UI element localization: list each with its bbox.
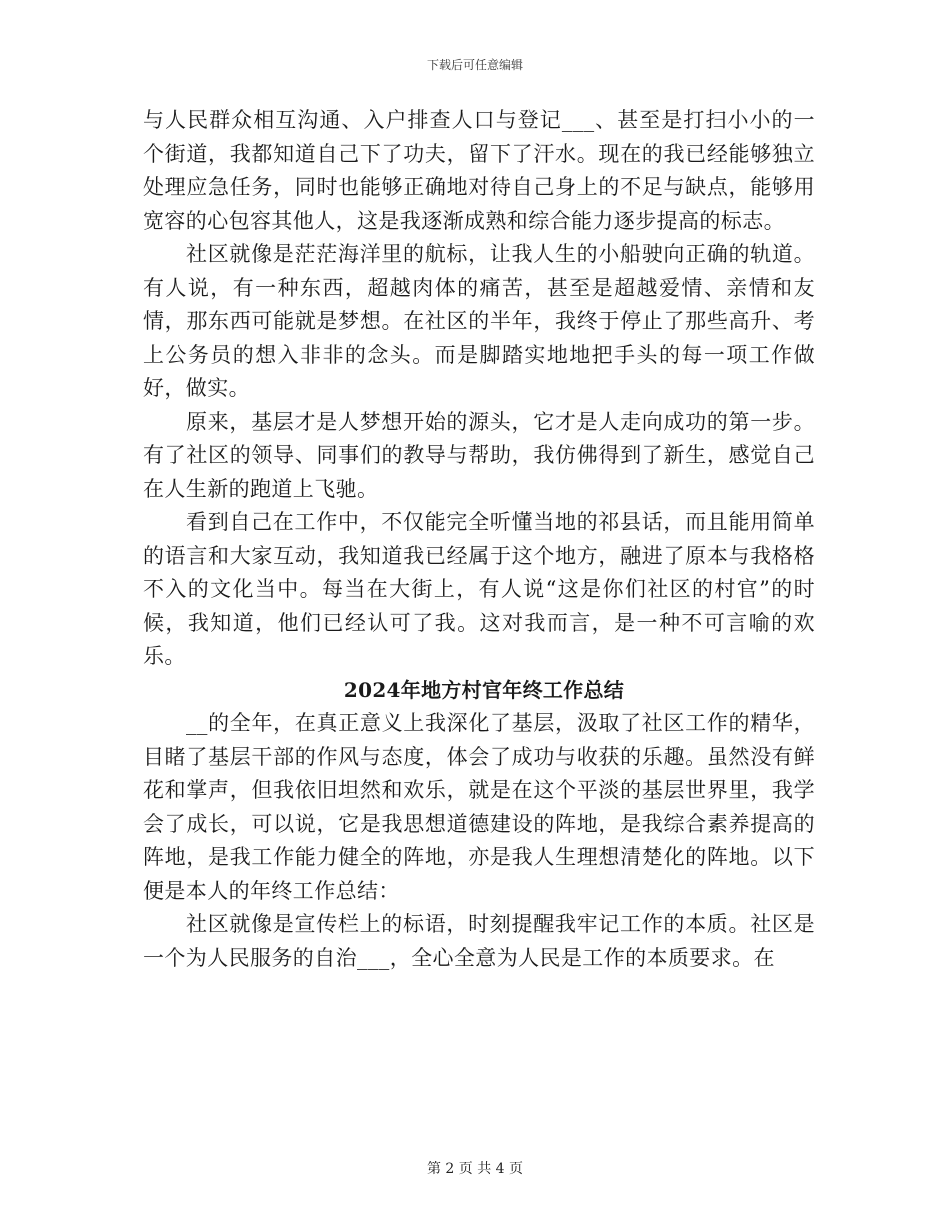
page-number: 第 2 页 共 4 页 — [426, 1161, 524, 1177]
paragraph-year-summary: __的全年，在真正意义上我深化了基层，汲取了社区工作的精华，目睹了基层干部的作风与态度，体会了成功与收获的乐趣。虽然没有鲜花和掌声，但我依旧坦然和欢乐，就是在这个平淡的基层世界里，我学会了成长，可以说，它是我思想道德建设的阵地，是我综合素养提高的阵地，是我工作能力健全的阵地，亦是我人生理想清楚化的阵地。以下便是本人的年终工作总结： — [143, 711, 815, 903]
section-title: 2024年地方村官年终工作总结 — [343, 677, 625, 702]
paragraph-local-dialect: 看到自己在工作中，不仅能完全听懂当地的祁县话，而且能用简单的语言和大家互动，我知道我已经属于这个地方，融进了原本与我格格不入的文化当中。每当在大街上，有人说“这是你们社区的村官”的时候，我知道，他们已经认可了我。这对我而言，是一种不可言喻的欢乐。 — [143, 510, 815, 668]
paragraph-continued: 与人民群众相互沟通、入户排查人口与登记___、甚至是打扫小小的一个街道，我都知道自己下了功夫，留下了汗水。现在的我已经能够独立处理应急任务，同时也能够正确地对待自己身上的不足与缺点，能够用宽容的心包容其他人，这是我逐渐成熟和综合能力逐步提高的标志。 — [143, 108, 815, 233]
document-body — [143, 104, 815, 975]
paragraph-grassroots-origin: 原来，基层才是人梦想开始的源头，它才是人走向成功的第一步。有了社区的领导、同事们的教导与帮助，我仿佛得到了新生，感觉自己在人生新的跑道上飞驰。 — [143, 409, 815, 501]
paragraph-slogan: 社区就像是宣传栏上的标语，时刻提醒我牢记工作的本质。社区是一个为人民服务的自治___，全心全意为人民是工作的本质要求。在 — [143, 912, 815, 970]
paragraph-beacon: 社区就像是茫茫海洋里的航标，让我人生的小船驶向正确的轨道。有人说，有一种东西，超越肉体的痛苦，甚至是超越爱情、亲情和友情，那东西可能就是梦想。在社区的半年，我终于停止了那些高升、考上公务员的想入非非的念头。而是脚踏实地地把手头的每一项工作做好，做实。 — [143, 242, 815, 400]
page-header: 下载后可任意编辑 — [426, 58, 523, 72]
